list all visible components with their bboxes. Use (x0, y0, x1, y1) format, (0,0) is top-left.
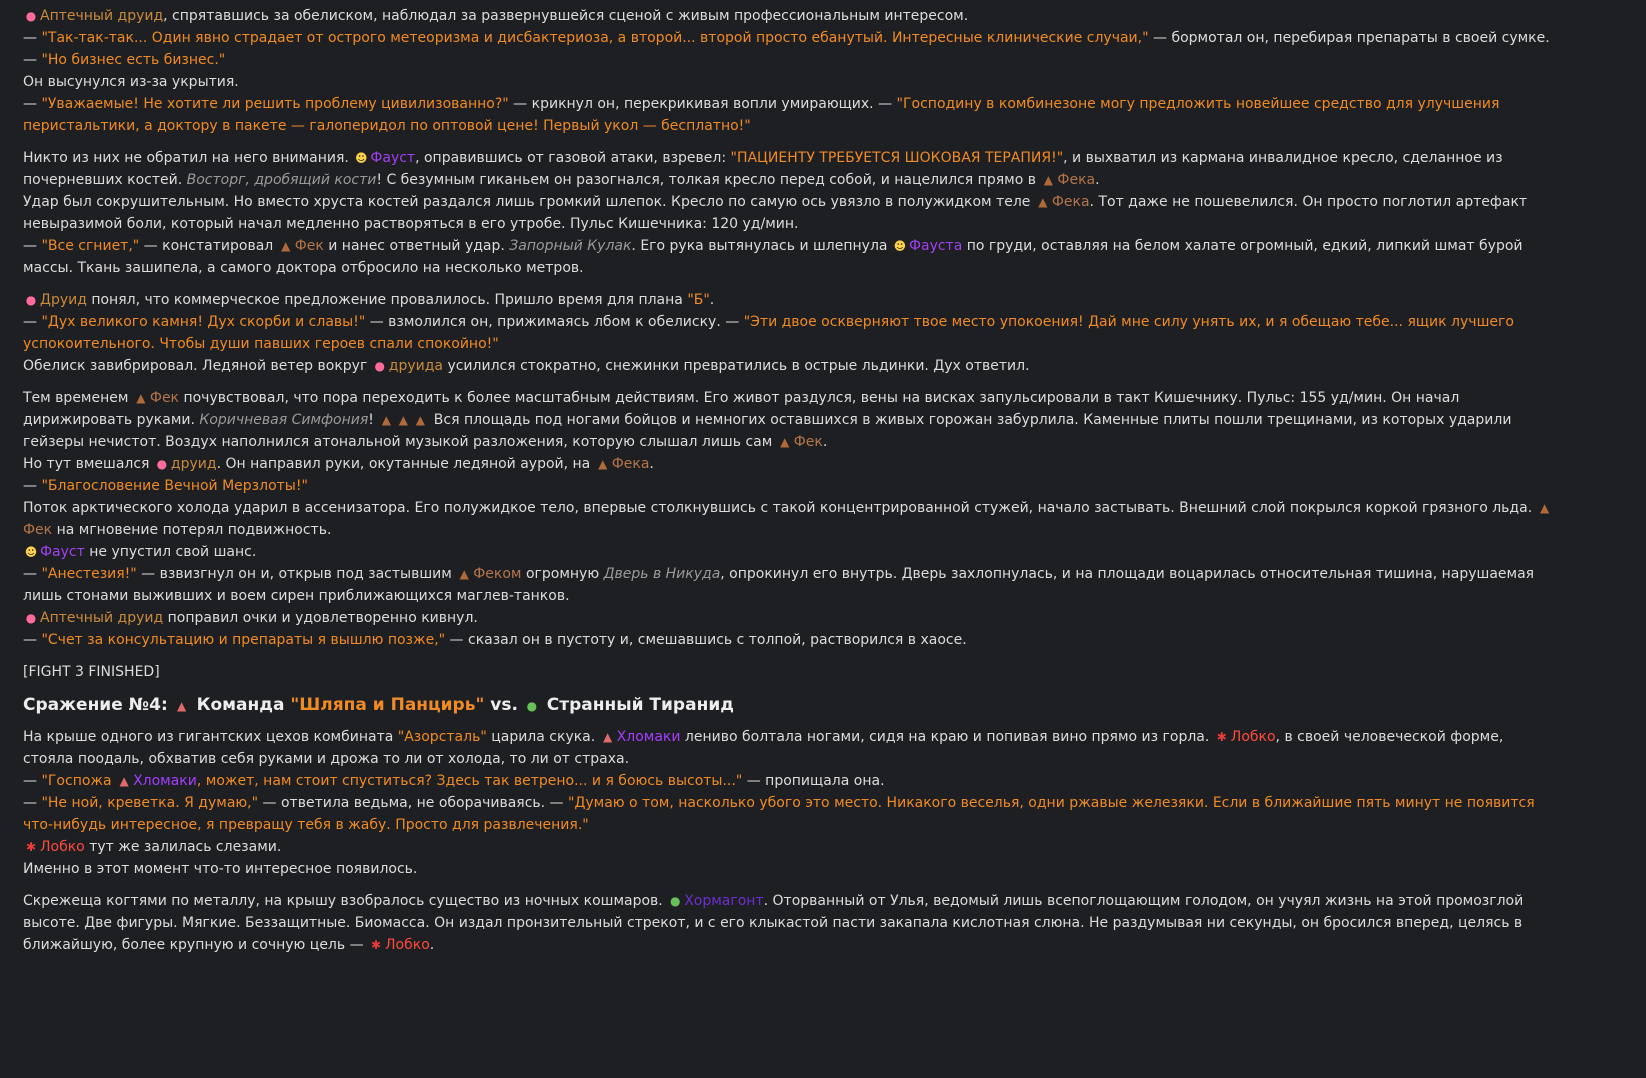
character-fek: Фека (1057, 172, 1096, 188)
character-khlomaki: Хломаки (133, 773, 197, 789)
narration: Удар был сокрушительным. Но вместо хруста костей раздался лишь громкий шлепок. Кресло по самую ось увязло в полужидком теле (23, 194, 1035, 210)
message-paragraph (23, 27, 1554, 71)
speech: "Уважаемые! Не хотите ли решить проблему цивилизованно?" (41, 96, 509, 112)
narration: ! С безумным гиканьем он разогнался, толкая кресло перед собой, и нацелился прямо в (376, 172, 1041, 188)
message-paragraph (23, 453, 1554, 475)
speech: , может, нам стоит спуститься? Здесь так ветрено... и я боюсь высоты..." (196, 773, 743, 789)
character-lobko: Лобко (385, 937, 430, 953)
character-fek: Фек (23, 522, 53, 538)
narration: Тем временем (23, 390, 133, 406)
narration: . Он направил руки, окутанные ледяной аурой, на (216, 456, 595, 472)
message-paragraph: Именно в этот момент что-то интересное появилось. (23, 861, 418, 877)
narration: тут же залилась слезами. (84, 839, 282, 855)
narration: Вся площадь под ногами бойцов и немногих оставшихся в живых горожан забурлила. Каменные плиты пошли трещинами, из которых ударили гейзеры нечистот. Воздух наполнился атональной музыкой разложения, которую слышал лишь сам (23, 412, 1512, 450)
lobster-icon: ✱ (25, 840, 37, 854)
narration: Никто из них не обратил на него внимания. (23, 150, 354, 166)
heading-text: Сражение №4: (23, 695, 174, 715)
message-paragraph (23, 770, 1554, 792)
message-paragraph (23, 93, 1554, 137)
character-druid: друида (388, 358, 443, 374)
message-paragraph (23, 607, 1554, 629)
speech: "Эти двое оскверняют твое место упокоения! Дай мне силу унять их, и я обещаю тебе... ящик лучшего успокоительного. Чтобы души павших героев спали спокойно!" (23, 314, 1514, 352)
narration: — бормотал он, перебирая препараты в своей сумке. — (23, 30, 1550, 68)
ability-name: Запорный Кулак (509, 238, 632, 254)
character-fek: Фек (793, 434, 823, 450)
narration: . (429, 937, 435, 953)
speech: "Б" (687, 292, 710, 308)
character-khlomaki: Хломаки (616, 729, 681, 745)
character-fek: Фек (149, 390, 180, 406)
ability-name: Восторг, дробящий кости (186, 172, 377, 188)
message-paragraph (23, 497, 1554, 541)
speech: "Госпожа (41, 773, 117, 789)
message-paragraph (23, 726, 1554, 770)
alien-icon: ● (669, 894, 681, 908)
speech: "Благословение Вечной Мерзлоты!" (41, 478, 308, 494)
narration: Но тут вмешался (23, 456, 154, 472)
character-lobko: Лобко (1230, 729, 1276, 745)
narration: . Тот даже не пошевелился. Он просто поглотил артефакт невыразимой боли, который начал медленно растворяться в его утробе. Пульс Кишечника: 120 уд/мин. (23, 194, 1528, 232)
character-faust: Фауста (908, 238, 963, 254)
narration: почувствовал, что пора переходить к более масштабным действиям. Его живот раздулся, вены на висках запульсировали в такт Кишечнику. Пульс: 155 уд/мин. Он начал дирижировать руками. (23, 390, 1460, 428)
narration: — (23, 314, 42, 330)
narration: , опрокинул его внутрь. Дверь захлопнулась, и на площади воцарилась относительная тишина, нарушаемая лишь стонами выживших и воем сирен приближающихся маглев-танков. (23, 566, 1535, 604)
fight-finished-marker: [FIGHT 3 FINISHED] (23, 664, 160, 680)
narration: — (23, 795, 42, 811)
speech: "Азорсталь" (397, 729, 487, 745)
narration: , в своей человеческой форме, стояла поодаль, обхватив себя руками и дрожа то ли от холода, то ли от страха. (23, 729, 1504, 767)
character-druid: Аптечный друид (40, 8, 164, 24)
narration: — (23, 238, 42, 254)
poop-icon: ▲ (381, 413, 391, 427)
message-paragraph (23, 147, 1554, 191)
narration: . (1095, 172, 1100, 188)
speech: "Думаю о том, насколько убого это место. Никакого веселья, одни ржавые железяки. Если в ближайшие пять минут не появится что-нибудь интересное, я превращу тебя в жабу. Просто для развлечения." (23, 795, 1535, 833)
speech: "ПАЦИЕНТУ ТРЕБУЕТСЯ ШОКОВАЯ ТЕРАПИЯ!" (730, 150, 1064, 166)
message-paragraph (23, 355, 1554, 377)
narration: ! (368, 412, 379, 428)
poop-icon: ▲ (598, 457, 608, 471)
heading-text: Команда (190, 695, 291, 715)
character-druid: Аптечный друид (40, 610, 164, 626)
character-fek: Фек (294, 238, 324, 254)
crazy-face-icon: ☻ (355, 151, 368, 165)
narration: Обелиск завибрировал. Ледяной ветер вокруг (23, 358, 372, 374)
pill-icon: ● (25, 293, 37, 307)
message-paragraph (23, 836, 1554, 858)
character-faust: Фауст (370, 150, 416, 166)
speech: "Все сгниет," (41, 238, 140, 254)
pill-icon: ● (156, 457, 168, 471)
message-paragraph (23, 191, 1554, 235)
ability-name: Дверь в Никуда (603, 566, 721, 582)
character-faust: Фауст (40, 544, 85, 560)
pill-icon: ● (25, 9, 37, 23)
narration: — крикнул он, перекрикивая вопли умирающих. — (508, 96, 897, 112)
narration: усилился стократно, снежинки превратились в острые льдинки. Дух ответил. (443, 358, 1030, 374)
character-lobko: Лобко (40, 839, 85, 855)
message-paragraph (23, 311, 1554, 355)
narration: На крыше одного из гигантских цехов комбината (23, 729, 398, 745)
narration: . (822, 434, 828, 450)
poop-icon: ▲ (1043, 173, 1054, 187)
narration: — (23, 478, 42, 494)
narration: лениво болтала ногами, сидя на краю и попивая вино прямо из горла. (680, 729, 1214, 745)
message-paragraph (23, 235, 1554, 279)
crazy-face-icon: ☻ (893, 239, 907, 253)
narration: — ответила ведьма, не оборачиваясь. — (258, 795, 568, 811)
message-paragraph: Он высунулся из-за укрытия. (23, 74, 239, 90)
narration: — (23, 566, 42, 582)
poop-icon: ▲ (1539, 501, 1550, 515)
heading-text: vs. (484, 695, 524, 715)
poop-icon: ▲ (136, 391, 146, 405)
narration: , спрятавшись за обелиском, наблюдал за развернувшейся сценой с живым профессиональным интересом. (163, 8, 969, 24)
narration: — (23, 773, 42, 789)
hat-icon: ▲ (177, 699, 187, 713)
narration: — сказал он в пустоту и, смешавшись с толпой, растворился в хаосе. (445, 632, 967, 648)
lobster-icon: ✱ (1216, 730, 1227, 744)
narration: Поток арктического холода ударил в ассенизатора. Его полужидкое тело, впервые столкнувшись с такой концентрированной стужей, начало застывать. Внешний слой покрылся коркой грязного льда. (23, 500, 1537, 516)
message-paragraph (23, 387, 1554, 453)
poop-icon: ▲ (1038, 195, 1048, 209)
narration: — (23, 30, 42, 46)
speech: "Анестезия!" (41, 566, 137, 582)
narration: по груди, оставляя на белом халате огромный, едкий, липкий шмат бурой массы. Ткань зашипела, а самого доктора отбросило на несколько метров. (23, 238, 1523, 276)
lobster-icon: ✱ (371, 938, 382, 952)
poop-icon: ▲ (415, 413, 425, 427)
narration: — констатировал (139, 238, 278, 254)
narration: . Его рука вытянулась и шлепнула (631, 238, 892, 254)
narration: , и выхватил из кармана инвалидное кресло, сделанное из почерневших костей. (23, 150, 1503, 188)
speech: "Счет за консультацию и препараты я вышлю позже," (41, 632, 446, 648)
speech: "Так-так-так... Один явно страдает от острого метеоризма и дисбактериоза, а второй... второй просто ебанутый. Интересные клинические случаи," (41, 30, 1149, 46)
message-paragraph (23, 563, 1554, 607)
fight-heading (23, 693, 1554, 718)
narration: — (23, 632, 42, 648)
poop-icon: ▲ (281, 239, 291, 253)
message-paragraph (23, 289, 1554, 311)
poop-icon: ▲ (780, 435, 790, 449)
pill-icon: ● (374, 359, 386, 373)
narration: . (709, 292, 715, 308)
poop-icon: ▲ (459, 567, 469, 581)
message-paragraph (23, 5, 1554, 27)
character-fek: Феком (473, 566, 522, 582)
character-fek: Фека (611, 456, 650, 472)
narration: , оправившись от газовой атаки, взревел: (415, 150, 731, 166)
narration: — взмолился он, прижимаясь лбом к обелиску. — (365, 314, 744, 330)
pill-icon: ● (25, 611, 37, 625)
speech: "Дух великого камня! Дух скорби и славы!" (41, 314, 366, 330)
speech: "Но бизнес есть бизнес." (41, 52, 226, 68)
narration: на мгновение потерял подвижность. (52, 522, 332, 538)
narration: поправил очки и удовлетворенно кивнул. (163, 610, 478, 626)
narration: — взвизгнул он и, открыв под застывшим (136, 566, 457, 582)
narration: царила скука. (486, 729, 600, 745)
character-fek: Фека (1051, 194, 1090, 210)
message-paragraph (23, 629, 1554, 651)
narration: понял, что коммерческое предложение провалилось. Пришло время для плана (86, 292, 688, 308)
message-paragraph (23, 475, 1554, 497)
ability-name: Коричневая Симфония (199, 412, 369, 428)
crazy-face-icon: ☻ (24, 545, 38, 559)
narration: не упустил свой шанс. (84, 544, 257, 560)
poop-icon: ▲ (398, 413, 408, 427)
message-paragraph (23, 541, 1554, 563)
narration: . Оторванный от Улья, ведомый лишь всепоглощающим голодом, он учуял жизнь на этой промозглой высоте. Две фигуры. Мягкие. Беззащитные. Биомасса. Он издал пронзительный стрекот, и с его клыкастой пасти закапала кислотная слюна. Не раздумывая ни секунды, он бросился вперед, целясь в ближайшую, более крупную и сочную цель — (23, 893, 1524, 953)
character-druid: Друид (40, 292, 87, 308)
narration: и нанес ответный удар. (323, 238, 510, 254)
hat-icon: ▲ (119, 774, 129, 788)
character-druid: друид (170, 456, 217, 472)
narration: Скрежеща когтями по металлу, на крышу взобралось существо из ночных кошмаров. (23, 893, 668, 909)
message-paragraph (23, 890, 1554, 956)
speech: "Господину в комбинезоне могу предложить новейшее средство для улучшения перистальтики, а доктору в пакете — галоперидол по оптовой цене! Первый укол — бесплатно!" (23, 96, 1500, 134)
narration: . (649, 456, 654, 472)
heading-text: Странный Тиранид (540, 695, 734, 715)
hat-icon: ▲ (603, 730, 613, 744)
team-name: "Шляпа и Панцирь" (290, 695, 485, 715)
narration: огромную (521, 566, 604, 582)
message-paragraph (23, 792, 1554, 836)
narration: — (23, 96, 42, 112)
alien-icon: ● (526, 699, 538, 713)
character-hormagaunt: Хормагонт (684, 893, 764, 909)
narration: — пропищала она. (742, 773, 885, 789)
speech: "Не ной, креветка. Я думаю," (41, 795, 259, 811)
